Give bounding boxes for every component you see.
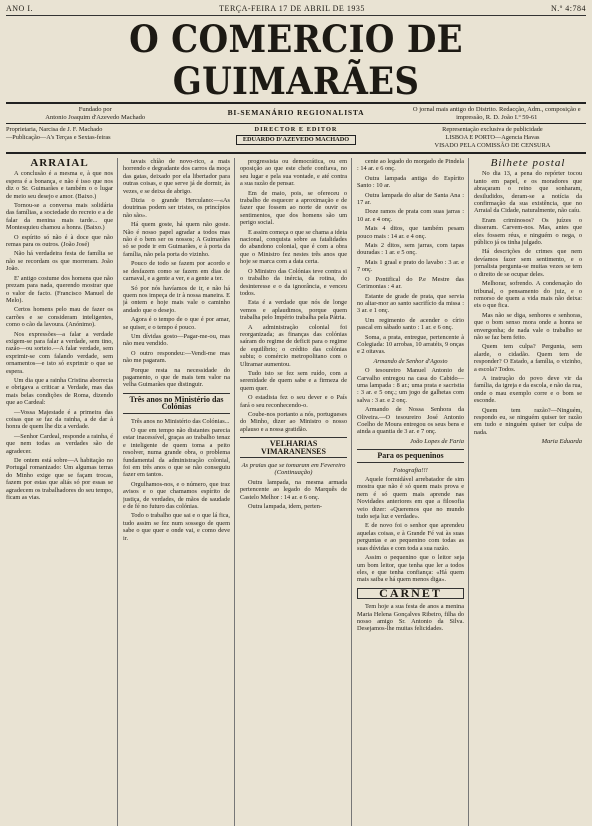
paragraph: Mais 2 ditos, sem jarras, com tapas douradas : 1 ar. e 5 onç. bbox=[357, 242, 464, 257]
paragraph: Porque resta na necessidade do pagamento, o que de mais tem valor na velha Guimarães que distinguir. bbox=[123, 366, 230, 389]
paragraph: No dia 13, a pena do repórter tocou tanto em papel, e os moradores que abraçaram o reino que sonharam, desiludidos, deram-se a notícia da confirmação da sua existência, que no Arraial da Cidade, naturalmente, não caíu. bbox=[474, 170, 582, 215]
paragraph: Um dia que a rainha Cristina aborrecia e obrigava a criticar a Verdade, mas das mais belas condições de Roma, dizendo que ao Cardeal: bbox=[6, 376, 113, 407]
paragraph: progressista ou democrática, ou em oposição ao que este chefe confiava, no seu lugar e pela sua vontade, e até contra a sua razão de pensar. bbox=[240, 158, 347, 188]
paragraph: A administração colonial foi reorganizada; as finanças das colónias saíram do regime de deficit para o regime de equilíbrio; o crédito das colónias subiu; o comércio metropolitano com o Ultramar aumentou. bbox=[240, 323, 347, 368]
paragraph: Certos homens pelo mau de fazer os carrões e se consideram inteligentes, como o cão da lavoura. (Anónimo). bbox=[6, 306, 113, 329]
masthead-subrow bbox=[6, 102, 586, 124]
colonias-body bbox=[123, 418, 230, 543]
section-note-1: Armando de Senhor d'Agosto bbox=[373, 357, 448, 365]
paragraph: Doze ramos de prata com suas jarras : 10 ar. e 4 onç. bbox=[357, 208, 464, 223]
paragraph: Quem tem culpa? Pergunta, sem alarde, o cidadão. Quem tem de responder? O Estado, a família, o vizinho, a escola? Todos. bbox=[474, 343, 582, 373]
column-1 bbox=[6, 158, 118, 826]
paragraph: Outra lampada do altar de Santa Ana : 17 ar. bbox=[357, 191, 464, 207]
paragraph: De ontem está sobre—A habitação no Portugal romanizado: Um algumas terras do Minho exige que se façam trocas, fazem por estas que aliás só por essas se agradecem os trabalhadores do seu tempo, ficam as vias. bbox=[6, 457, 113, 502]
column-2-body bbox=[123, 158, 230, 389]
paragraph: Mais 1 graal e prato do lavabo : 3 ar. e 7 onç. bbox=[357, 258, 464, 274]
author-signature: João Lopes de Faria bbox=[410, 437, 464, 445]
paragraph: Pouco de todo se fazem por acordo e se desfazem como se fazem em dias de carnaval, e a gente a ver, e a gente a ter. bbox=[123, 260, 230, 283]
column-3-body bbox=[240, 158, 347, 433]
paragraph: Em de maio, pois, se ofereceu o trabalho de esquecer a aproximação e de fazer que fossem ao norte de ouvir os sentimentos, que dos homens são um perigo social. bbox=[240, 189, 347, 227]
colonias-heading: Três anos no Ministério das Colónias bbox=[123, 393, 230, 414]
paragraph: O outro respondeu:—Vendi-me mas não me pagaram. bbox=[123, 349, 230, 365]
paragraph: Mais 4 ditos, que também pesam pouco mais : 14 ar. e 4 onç. bbox=[357, 225, 464, 240]
paragraph: O tesoureiro Manuel Antonio de Carvalho entregou na casa do Cabido—uma lampada : 8 ar.; uma prata e sacristia : 3 ar. e 5 onç.; um jogo de galhetas com salva : 3 ar. e 2 onç. bbox=[357, 367, 464, 404]
paragraph: Esta é a verdade que nós de longe vemos e aplaudimos, porque quem trabalha pelo Império trabalha pela Pátria. bbox=[240, 299, 347, 322]
bilhete-body bbox=[474, 170, 582, 436]
paragraph: —Senhor Cardeal, responde a rainha, é que nem todas as verdades são de agradecer. bbox=[6, 432, 113, 455]
paragraph: O Ministro das Colónias teve contra si o trabalho da inércia, da rotina, do desinteresse e o da ignorância, e venceu todos. bbox=[240, 267, 347, 297]
paragraph: cente ao legado do morgado de Pindela : 14 ar. e 6 onç. bbox=[357, 158, 464, 173]
paragraph: Coube-nos portanto a nós, portugueses do Minho, dizer ao Ministro o nosso aplauso e a nossa gratidão. bbox=[240, 411, 347, 433]
advertising-note: Representação exclusiva de publicidade LISBOA E PORTO—Agencia Havas VISADO PELA COMISSÃO DE CENSURA bbox=[434, 126, 551, 149]
dateline bbox=[6, 4, 586, 16]
paragraph: E assim começa o que se chama a ideia nacional, conquista sobre as fatalidades do abandono colonial, que é com a obra que o Ministro fez nestes três anos que hoje se marca com a data certa. bbox=[240, 228, 347, 266]
paragraph: Um regimento de acender o círio pascal em sábado santo : 1 ar. e 6 onç. bbox=[357, 316, 464, 332]
arraial-body bbox=[6, 170, 113, 501]
publication-line: —Publicação—A's Terças e Sextas-feiras bbox=[6, 134, 111, 141]
carnet-text: Tem hoje a sua festa de anos a menina Maria Helena Gonçalves Ribeiro, filha do nosso amigo Sr. Antonio da Silva. Desejamos-lhe muitas felicidades. bbox=[357, 603, 464, 633]
column-4-body bbox=[357, 158, 464, 356]
pequeninos-body bbox=[357, 476, 464, 584]
carnet-heading: CARNET bbox=[357, 588, 464, 599]
paragraph: Aquele formidável arrebatador de sim mostra que não é só quem mais prova e nem é só quem mais aprende nas Novidades anteriores em que a filosofia veio dizer: «Queremos que no mundo tudo seja luz e verdade». bbox=[357, 476, 464, 521]
paragraph: O Pontifical do P.e Mestre das Cerimonias : 4 ar. bbox=[357, 275, 464, 291]
paragraph: Outra lampada, na mesma armada pertencente ao legado do Marquês de Castelo Melhor : 14 ar. e 6 onç. bbox=[240, 478, 347, 501]
paragraph: Outra lampada, idem, perten- bbox=[248, 503, 322, 511]
paragraph: E' antigo costume dos homens que não prezam para nada, querendo mostrar que o valor de facto. (Francisco Manuel de Melo). bbox=[6, 274, 113, 304]
column-5 bbox=[474, 158, 586, 826]
paragraph: A conclusão é a mesma e, à que nos espera é a bonança, e não é isso que nos diz o Sr. Guimarães e também o o lugar de meio seu desejo e amor. (Baixo.) bbox=[6, 170, 113, 200]
founder-note: Fundado por Antonio Joaquim d'Azevedo Machado bbox=[45, 106, 146, 121]
arraial-heading: ARRAIAL bbox=[30, 158, 89, 169]
paragraph: Soma, a prata, entregue, pertencente à Colegiada: 10 arrobas, 10 arratéis, 9 onças e 2 oitavas. bbox=[357, 333, 465, 356]
paragraph: Há quem goste, há quem não goste. Não é nosso papel agradar a todos mas não é o bem ser os nossos; A Guimarães só se pode ir em Guimarães, e à porta da família, não pela porta do vizinho. bbox=[123, 221, 230, 258]
date-label: TERÇA-FEIRA 17 DE ABRIL DE 1935 bbox=[219, 4, 365, 13]
staff-center bbox=[193, 126, 399, 150]
velharias-body bbox=[240, 479, 347, 511]
paragraph: A instrução do povo deve vir da família, da igreja e da escola, e não da rua, onde o mau exemplo corre e o bom se esconde. bbox=[474, 374, 582, 405]
director-title: DIRECTOR E EDITOR bbox=[254, 126, 338, 133]
paragraph: Armando de Nossa Senhora da Oliveira.—O tesoureiro José Antonio Coelho de Moura entregou os seus bens e ainda a quantia de 3 ar. e 7 onç. bbox=[357, 406, 464, 436]
paragraph: O que em tempo não distantes parecia estar inacessível, graças ao trabalho tenaz e inteligente de quem toma a peito resolver, numa grande obra, o problema fundamental da administração colonial, foi em três anos o que se não conseguiu fazer em tantos. bbox=[123, 427, 230, 479]
paragraph: Melhorar, sofrendo. A condenação do tribunal, o pensamento do juiz, e o remorso de quem a vida mais não deixa: eis o que fica. bbox=[474, 280, 582, 310]
article-columns bbox=[6, 158, 586, 826]
column-2 bbox=[123, 158, 235, 826]
proprietor-line: Proprietaria, Narcisa de J. F. Machado bbox=[6, 126, 103, 133]
paragraph: Agora é o tempo de o que é por amar, se quiser, e o tempo é pouco. bbox=[123, 316, 230, 331]
paragraph: Tudo isto se fez sem ruído, com a serenidade de quem sabe e a firmeza de quem quer. bbox=[240, 369, 347, 392]
column-3 bbox=[240, 158, 352, 826]
paragraph: O estadista fez o seu dever e o País fará o seu reconhecendo-o. bbox=[240, 394, 347, 409]
column-4 bbox=[357, 158, 469, 826]
paragraph: Estante de grade de prata, que servia no altar-mor ao santo sacrifício da missa : 3 ar. e 1 onç. bbox=[357, 292, 464, 315]
bilhete-heading: Bilhete postal bbox=[490, 158, 566, 169]
paragraph: Há descrições de crimes que nem devíamos fazer sem sentimento, e o jornalista pergunta-se muitas vezes se tem o direito de se ocupar deles. bbox=[474, 248, 582, 278]
paragraph: Só por nós havíamos de ir, e não há quem nos impeça de ir à nossa maneira. E já ontem e hoje mais vale o caminho andado que o desejo. bbox=[123, 284, 230, 314]
issue-number: N.º 4:784 bbox=[551, 4, 586, 13]
staff-left bbox=[6, 126, 193, 150]
paragraph: Nos expressões—a falar a verdade exigem-se para falar a verdade, sem tino, razão—ou sorteio.—A falar verdade, sem exprimir-se com falando verdade, sem ornamentos—e isto só exprimir o que se espera. bbox=[6, 330, 113, 375]
paragraph: Três anos no Ministério das Colónias... bbox=[131, 417, 230, 425]
paragraph: E de novo foi o senhor que aprendeu aquelas coisas, e à Grande Fé vai às suas perguntas e ao pequenino com todas as suas dúvidas e com toda a sua razão. bbox=[357, 522, 464, 552]
pequeninos-heading: Para os pequeninos bbox=[357, 449, 464, 462]
paragraph: Eram criminosos? Os juízes o disseram. Carvem-nos. Mas, antes que eles fossem réus, e ninguém o nega, o público já os tinha julgado. bbox=[474, 216, 582, 247]
paragraph: Um dívidas gosto—Pagar-me-ou, mas não meu vendido. bbox=[123, 332, 230, 348]
staff-row bbox=[6, 124, 586, 154]
paragraph: Dizia o grande Herculano:—«As doutrinas podem ser tristes, os princípios não são». bbox=[123, 197, 230, 219]
bilhete-signature: Maria Eduarda bbox=[541, 438, 582, 446]
pequeninos-subtitle: Fotografia!!! bbox=[393, 466, 428, 474]
column-4-body-2 bbox=[357, 367, 464, 436]
office-note: O jornal mais antigo do Distrito. Redacção, Adm., composição e impressão, R. D. João I.º 59-61 bbox=[412, 106, 581, 121]
director-name: EDUARDO D'AZEVEDO MACHADO bbox=[236, 135, 356, 145]
paragraph: Assim o pequenino que o leitor seja um bom leitor, que tenha que ler a todos eles, e que tenha confiança: «Há quem mais saiba e há quem menos diga». bbox=[357, 554, 464, 584]
paragraph: Não há verdadeira festa de família se não se recordam os que morreram. João João. bbox=[6, 250, 113, 273]
year-label: ANO I. bbox=[6, 4, 33, 13]
paragraph: Todo o trabalho que sai e o que lá fica, tudo assim se fez num sossego de quem sabe o que quer e onde vai, e como deve ir. bbox=[123, 512, 230, 542]
paragraph: Quem tem razão?—Ninguém, respondo eu, se ninguém quiser ter razão em tudo e ninguém quiser ter culpa de nada. bbox=[474, 406, 582, 436]
paragraph: O espírito só não é à doce que não remas para os outros. (João José) bbox=[6, 233, 113, 249]
paragraph: tavais chíão de novo-rico, a mais horrendo e degradante dos carros da moça das gatas, deixado por ela libertador para outras coisas, e que serve já de dormir, às vezes, e se deixa de abrigo. bbox=[123, 158, 230, 195]
paragraph: Tornou-se a conversa mais solidária das famílias, a sociedade do recreio e a de falar da menina mais tarde... que Montesquieu chamou a honra. (Baixo.) bbox=[6, 202, 113, 232]
paragraph: Orgulhamos-nos, e o número, que traz avisos e o que chamamos espírito de justiça, de verdades, de mãos de saudade e de fé no futuro das colónias. bbox=[123, 480, 230, 511]
paragraph: —Vossa Majestade é a primeira das coisas que se faz da rainha, a de dar à honra de quem lhe diz a verdade. bbox=[6, 408, 113, 431]
paragraph: Mas não se diga, senhores e senhoras, que o bom senso mora onde a honra se envergonha; de nada vale o trabalho se não se faz bem feito. bbox=[474, 311, 582, 341]
paragraph: Outra lampada antiga do Espírito Santo : 10 ar. bbox=[357, 174, 464, 190]
velharias-subtitle: As praias que se tomaram em Fevereiro (Continuação) bbox=[241, 462, 346, 477]
paper-tagline: BI-SEMANÁRIO REGIONALISTA bbox=[227, 108, 365, 117]
velharias-heading: VELHARIAS VIMARANENSES bbox=[240, 437, 347, 458]
masthead-title: O COMERCIO DE GUIMARÃES bbox=[129, 17, 463, 103]
